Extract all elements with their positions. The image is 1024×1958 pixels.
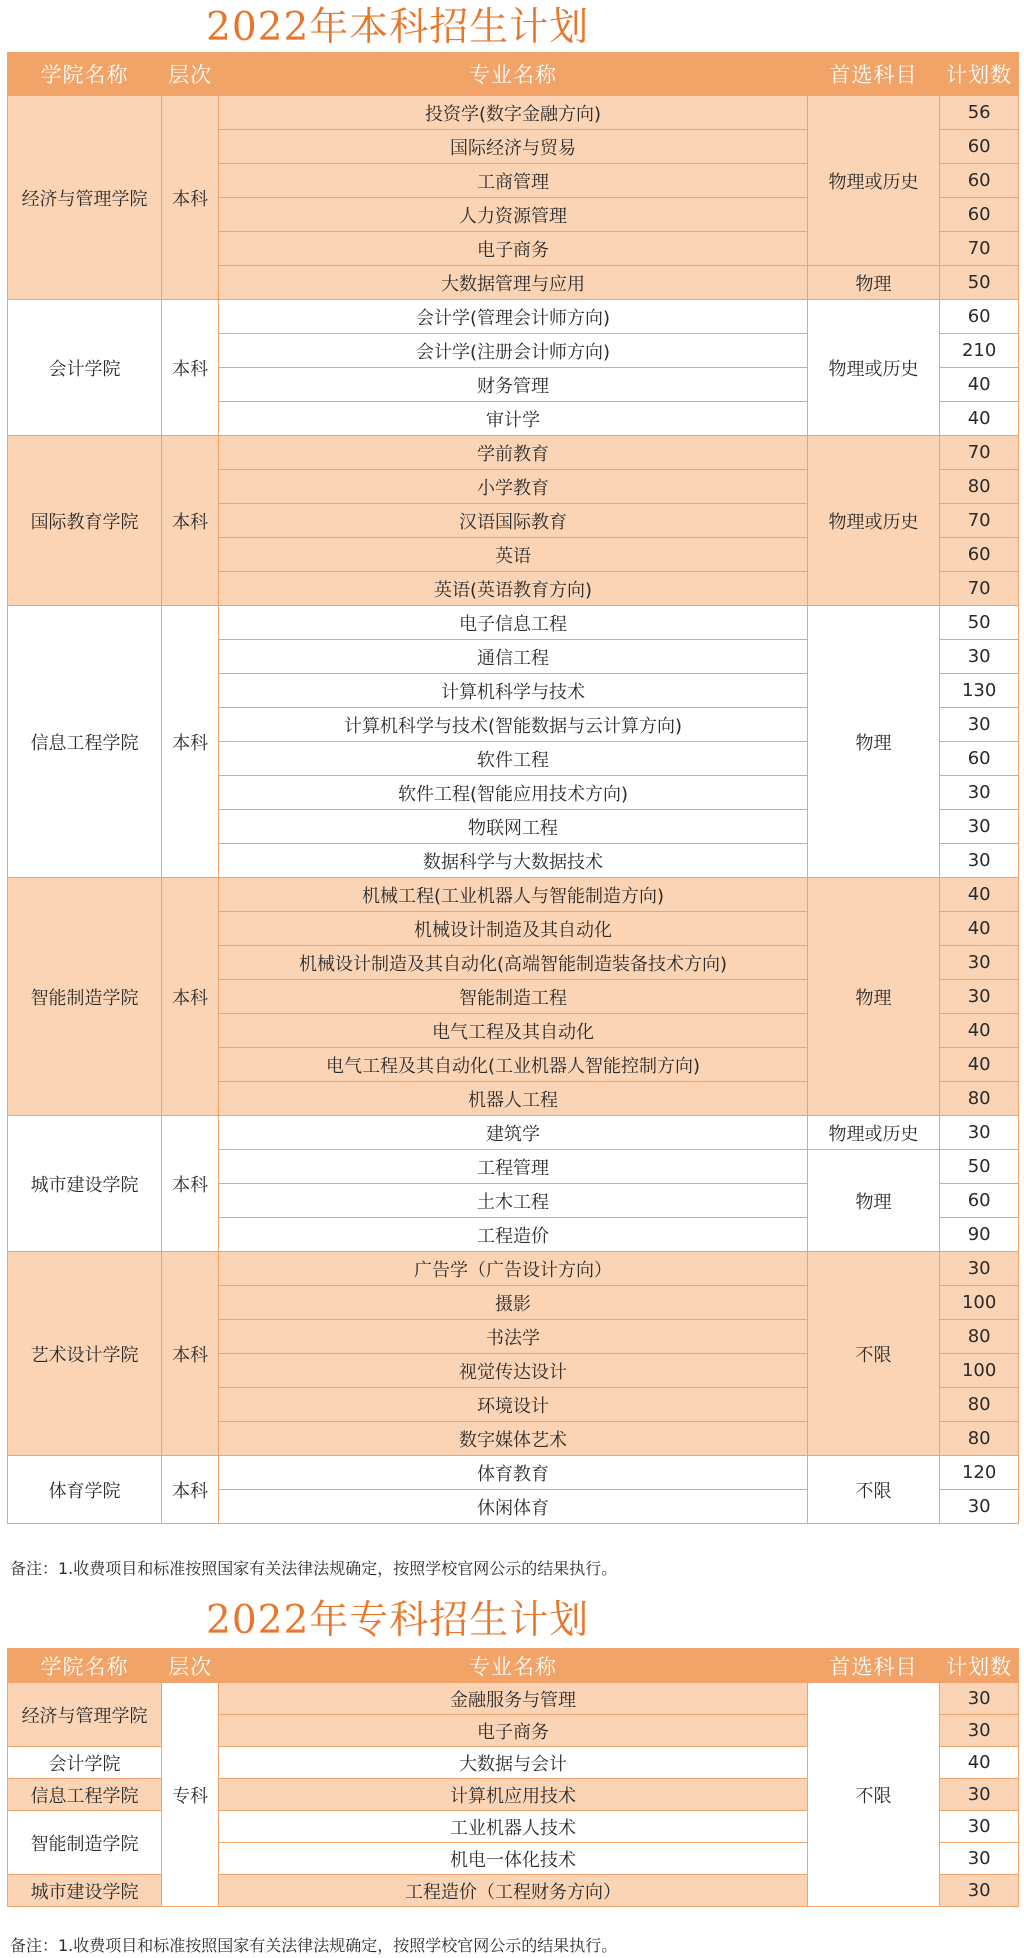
- major-cell: 体育教育: [219, 1456, 807, 1490]
- plan-count-cell: 100: [940, 1286, 1019, 1320]
- table-row: [8, 436, 1019, 470]
- plan-count-cell: 30: [940, 1116, 1019, 1150]
- plan-count-cell: 60: [940, 1184, 1019, 1218]
- level-cell: 本科: [162, 1116, 219, 1252]
- table-row: [8, 1683, 1019, 1715]
- plan-count-cell: 30: [940, 844, 1019, 878]
- subject-cell: 物理: [807, 1150, 940, 1252]
- level-cell: 本科: [162, 300, 219, 436]
- college-name-cell: 智能制造学院: [8, 1811, 162, 1875]
- major-cell: 数字媒体艺术: [219, 1422, 807, 1456]
- header-subject: 首选科目: [807, 53, 940, 96]
- plan-count-cell: 40: [940, 368, 1019, 402]
- college-name-cell: 国际教育学院: [8, 436, 162, 606]
- plan-count-cell: 60: [940, 300, 1019, 334]
- major-cell: 建筑学: [219, 1116, 807, 1150]
- major-cell: 计算机应用技术: [219, 1779, 807, 1811]
- header-college: 学院名称: [8, 53, 162, 96]
- college-name-cell: 会计学院: [8, 1747, 162, 1779]
- subject-cell: 不限: [807, 1456, 940, 1524]
- subject-cell: 物理: [807, 878, 940, 1116]
- plan-count-cell: 40: [940, 1747, 1019, 1779]
- major-cell: 金融服务与管理: [219, 1683, 807, 1715]
- level-cell: 本科: [162, 436, 219, 606]
- undergrad-title: 2022年本科招生计划: [206, 5, 590, 50]
- major-cell: 英语(英语教育方向): [219, 572, 807, 606]
- major-cell: 计算机科学与技术: [219, 674, 807, 708]
- major-cell: 工程造价: [219, 1218, 807, 1252]
- college-name-cell: 经济与管理学院: [8, 96, 162, 300]
- major-cell: 工程造价（工程财务方向）: [219, 1875, 807, 1907]
- major-cell: 人力资源管理: [219, 198, 807, 232]
- major-cell: 小学教育: [219, 470, 807, 504]
- major-cell: 学前教育: [219, 436, 807, 470]
- major-cell: 工程管理: [219, 1150, 807, 1184]
- major-cell: 会计学(管理会计师方向): [219, 300, 807, 334]
- plan-count-cell: 60: [940, 164, 1019, 198]
- plan-count-cell: 30: [940, 708, 1019, 742]
- plan-count-cell: 130: [940, 674, 1019, 708]
- college-name-cell: 城市建设学院: [8, 1875, 162, 1907]
- plan-count-cell: 30: [940, 1490, 1019, 1524]
- plan-count-cell: 40: [940, 402, 1019, 436]
- plan-count-cell: 100: [940, 1354, 1019, 1388]
- major-cell: 摄影: [219, 1286, 807, 1320]
- major-cell: 计算机科学与技术(智能数据与云计算方向): [219, 708, 807, 742]
- level-cell: 本科: [162, 878, 219, 1116]
- plan-count-cell: 30: [940, 946, 1019, 980]
- major-cell: 土木工程: [219, 1184, 807, 1218]
- plan-count-cell: 80: [940, 1320, 1019, 1354]
- plan-count-cell: 30: [940, 1843, 1019, 1875]
- junior-note: 备注：1.收费项目和标准按照国家有关法律法规确定，按照学校官网公示的结果执行。: [10, 1936, 618, 1955]
- major-cell: 工商管理: [219, 164, 807, 198]
- plan-count-cell: 56: [940, 96, 1019, 130]
- subject-cell: 物理: [807, 266, 940, 300]
- major-cell: 机械设计制造及其自动化: [219, 912, 807, 946]
- subject-cell: 物理或历史: [807, 300, 940, 436]
- major-cell: 电气工程及其自动化: [219, 1014, 807, 1048]
- major-cell: 电子信息工程: [219, 606, 807, 640]
- major-cell: 书法学: [219, 1320, 807, 1354]
- plan-count-cell: 30: [940, 640, 1019, 674]
- plan-count-cell: 30: [940, 810, 1019, 844]
- plan-count-cell: 40: [940, 912, 1019, 946]
- header-level: 层次: [162, 53, 219, 96]
- major-cell: 大数据与会计: [219, 1747, 807, 1779]
- plan-count-cell: 50: [940, 606, 1019, 640]
- junior-title: 2022年专科招生计划: [206, 1598, 590, 1643]
- major-cell: 机械设计制造及其自动化(高端智能制造装备技术方向): [219, 946, 807, 980]
- major-cell: 大数据管理与应用: [219, 266, 807, 300]
- college-name-cell: 会计学院: [8, 300, 162, 436]
- major-cell: 机器人工程: [219, 1082, 807, 1116]
- level-cell: 本科: [162, 606, 219, 878]
- header-major: 专业名称: [219, 53, 807, 96]
- table-header-row: [8, 53, 1019, 96]
- plan-count-cell: 60: [940, 198, 1019, 232]
- major-cell: 通信工程: [219, 640, 807, 674]
- college-name-cell: 艺术设计学院: [8, 1252, 162, 1456]
- plan-count-cell: 30: [940, 980, 1019, 1014]
- plan-count-cell: 60: [940, 130, 1019, 164]
- level-cell: 本科: [162, 96, 219, 300]
- table-header-row: [8, 1649, 1019, 1683]
- plan-count-cell: 30: [940, 1811, 1019, 1843]
- table-row: [8, 1456, 1019, 1490]
- plan-count-cell: 120: [940, 1456, 1019, 1490]
- plan-count-cell: 70: [940, 232, 1019, 266]
- plan-count-cell: 70: [940, 504, 1019, 538]
- major-cell: 电子商务: [219, 1715, 807, 1747]
- major-cell: 电气工程及其自动化(工业机器人智能控制方向): [219, 1048, 807, 1082]
- college-name-cell: 信息工程学院: [8, 1779, 162, 1811]
- plan-count-cell: 80: [940, 1082, 1019, 1116]
- major-cell: 视觉传达设计: [219, 1354, 807, 1388]
- plan-count-cell: 210: [940, 334, 1019, 368]
- subject-cell: 物理或历史: [807, 1116, 940, 1150]
- table-row: [8, 1116, 1019, 1150]
- table-row: [8, 300, 1019, 334]
- plan-count-cell: 40: [940, 878, 1019, 912]
- major-cell: 会计学(注册会计师方向): [219, 334, 807, 368]
- major-cell: 环境设计: [219, 1388, 807, 1422]
- major-cell: 工业机器人技术: [219, 1811, 807, 1843]
- plan-count-cell: 30: [940, 1779, 1019, 1811]
- plan-count-cell: 50: [940, 1150, 1019, 1184]
- table-row: [8, 96, 1019, 130]
- major-cell: 广告学（广告设计方向）: [219, 1252, 807, 1286]
- header-college: 学院名称: [8, 1649, 162, 1683]
- table-row: [8, 606, 1019, 640]
- plan-count-cell: 30: [940, 1715, 1019, 1747]
- subject-cell: 物理: [807, 606, 940, 878]
- major-cell: 审计学: [219, 402, 807, 436]
- college-name-cell: 经济与管理学院: [8, 1683, 162, 1747]
- level-cell: 专科: [162, 1683, 219, 1907]
- junior-plan-table: [7, 1648, 1019, 1907]
- major-cell: 软件工程: [219, 742, 807, 776]
- plan-count-cell: 70: [940, 572, 1019, 606]
- major-cell: 休闲体育: [219, 1490, 807, 1524]
- plan-count-cell: 90: [940, 1218, 1019, 1252]
- plan-count-cell: 80: [940, 1422, 1019, 1456]
- subject-cell: 物理或历史: [807, 436, 940, 606]
- header-level: 层次: [162, 1649, 219, 1683]
- plan-count-cell: 50: [940, 266, 1019, 300]
- subject-cell: 不限: [807, 1252, 940, 1456]
- header-plan: 计划数: [940, 1649, 1019, 1683]
- major-cell: 英语: [219, 538, 807, 572]
- college-name-cell: 城市建设学院: [8, 1116, 162, 1252]
- plan-count-cell: 30: [940, 1252, 1019, 1286]
- subject-cell: 不限: [807, 1683, 940, 1907]
- plan-count-cell: 70: [940, 436, 1019, 470]
- major-cell: 物联网工程: [219, 810, 807, 844]
- plan-count-cell: 30: [940, 776, 1019, 810]
- plan-count-cell: 60: [940, 538, 1019, 572]
- plan-count-cell: 40: [940, 1014, 1019, 1048]
- plan-count-cell: 40: [940, 1048, 1019, 1082]
- header-subject: 首选科目: [807, 1649, 940, 1683]
- plan-count-cell: 30: [940, 1875, 1019, 1907]
- header-plan: 计划数: [940, 53, 1019, 96]
- major-cell: 软件工程(智能应用技术方向): [219, 776, 807, 810]
- plan-count-cell: 60: [940, 742, 1019, 776]
- level-cell: 本科: [162, 1456, 219, 1524]
- college-name-cell: 体育学院: [8, 1456, 162, 1524]
- subject-cell: 物理或历史: [807, 96, 940, 266]
- major-cell: 智能制造工程: [219, 980, 807, 1014]
- major-cell: 机电一体化技术: [219, 1843, 807, 1875]
- undergrad-note: 备注：1.收费项目和标准按照国家有关法律法规确定，按照学校官网公示的结果执行。: [10, 1559, 618, 1578]
- major-cell: 财务管理: [219, 368, 807, 402]
- plan-count-cell: 30: [940, 1683, 1019, 1715]
- major-cell: 电子商务: [219, 232, 807, 266]
- table-row: [8, 1252, 1019, 1286]
- plan-count-cell: 80: [940, 470, 1019, 504]
- undergrad-plan-table: [7, 52, 1019, 1524]
- college-name-cell: 信息工程学院: [8, 606, 162, 878]
- header-major: 专业名称: [219, 1649, 807, 1683]
- table-row: [8, 878, 1019, 912]
- college-name-cell: 智能制造学院: [8, 878, 162, 1116]
- major-cell: 机械工程(工业机器人与智能制造方向): [219, 878, 807, 912]
- major-cell: 汉语国际教育: [219, 504, 807, 538]
- major-cell: 投资学(数字金融方向): [219, 96, 807, 130]
- major-cell: 数据科学与大数据技术: [219, 844, 807, 878]
- level-cell: 本科: [162, 1252, 219, 1456]
- major-cell: 国际经济与贸易: [219, 130, 807, 164]
- plan-count-cell: 80: [940, 1388, 1019, 1422]
